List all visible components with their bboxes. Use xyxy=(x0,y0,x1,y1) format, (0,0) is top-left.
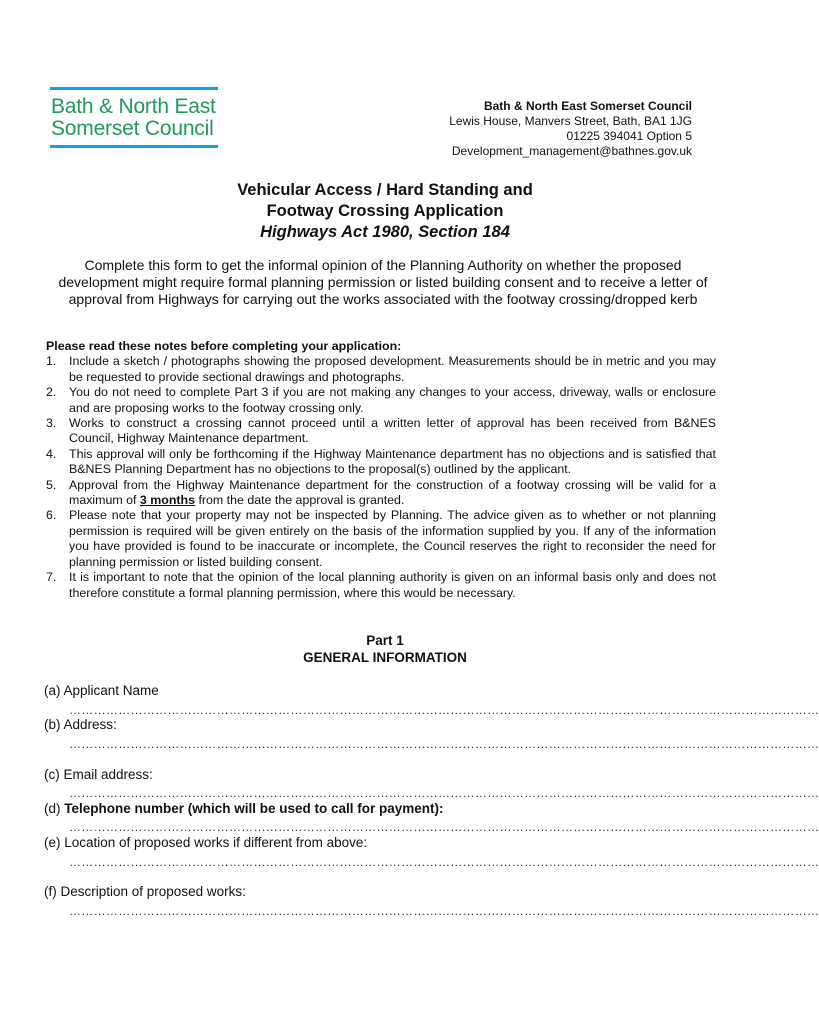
intro-paragraph: Complete this form to get the informal opinion of the Planning Authority on whether the proposed development might require formal planning permission or listed building consent and to receive a letter of approval from Highways for carrying out the works associated with the footway crossing/dropped kerb xyxy=(58,257,708,307)
address-street: Lewis House, Manvers Street, Bath, BA1 1JG xyxy=(449,114,692,128)
address-line[interactable]: ………………………………………………………………………………………………………………………………………………………………… xyxy=(69,737,819,751)
note-text: Works to construct a crossing cannot proceed until a written letter of approval has been received from B&NES Council, Highway Maintenance department. xyxy=(69,416,716,446)
part1-label: Part 1 xyxy=(366,633,404,648)
field-label: Address: xyxy=(63,717,117,732)
note-item xyxy=(46,570,716,601)
field-label: Description of proposed works: xyxy=(60,884,246,899)
notes-section xyxy=(46,339,716,601)
field-prefix: (d) xyxy=(44,801,65,816)
note-number: 5. xyxy=(46,477,57,492)
title-line-3: Highways Act 1980, Section 184 xyxy=(260,223,510,241)
note-text: This approval will only be forthcoming if the Highway Maintenance department has no objections and is satisfied that B&NES Planning Department has no objections to the proposal(s) outlined by the applicant. xyxy=(69,446,716,477)
field-description-label xyxy=(44,883,246,900)
logo-bottom-rule xyxy=(50,145,218,148)
field-address-label xyxy=(44,716,117,733)
field-telephone-label xyxy=(44,800,444,817)
note-item xyxy=(46,447,716,478)
logo-line-1: Bath & North East xyxy=(51,95,216,118)
logo-line-2: Somerset Council xyxy=(51,117,214,140)
part1-heading: GENERAL INFORMATION xyxy=(303,650,467,665)
title-line-2: Footway Crossing Application xyxy=(266,202,504,220)
form-title xyxy=(0,180,770,243)
note-text: It is important to note that the opinion of the local planning authority is given on an informal basis only and does not therefore constitute a formal planning permission, where this would be necessary. xyxy=(69,570,716,600)
note-number: 6. xyxy=(46,508,57,523)
address-phone: 01225 394041 Option 5 xyxy=(566,129,692,143)
note-text-after: from the date the approval is granted. xyxy=(195,493,405,508)
field-label: Telephone number (which will be used to call for payment): xyxy=(64,801,444,816)
note-number: 2. xyxy=(46,385,57,400)
field-prefix: (f) xyxy=(44,884,61,899)
field-location-label xyxy=(44,834,367,851)
council-logo xyxy=(50,87,218,148)
field-email-label xyxy=(44,766,153,783)
applicant-name-line[interactable]: ………………………………………………………………………………………………………………………………………………………………… xyxy=(69,703,819,717)
location-line[interactable]: ………………………………………………………………………………………………………………………………………………………………… xyxy=(69,855,819,869)
note-item xyxy=(46,354,716,385)
note-text-before: Approval from the Highway Maintenance department for the construction of a footway crossing will be valid for a maximum of xyxy=(69,477,716,508)
field-label: Location of proposed works if different from above: xyxy=(64,835,368,850)
field-prefix: (b) xyxy=(44,717,64,732)
note-item xyxy=(46,416,716,447)
note-number: 4. xyxy=(46,446,57,461)
field-label: Email address: xyxy=(63,767,153,782)
telephone-line[interactable]: ………………………………………………………………………………………………………………………………………………………………… xyxy=(69,820,819,834)
note-number: 7. xyxy=(46,570,57,585)
notes-heading: Please read these notes before completing your application: xyxy=(46,339,402,353)
title-line-1: Vehicular Access / Hard Standing and xyxy=(237,181,533,199)
logo-wordmark xyxy=(50,90,218,145)
email-line[interactable]: ………………………………………………………………………………………………………………………………………………………………… xyxy=(69,786,819,800)
notes-list xyxy=(46,354,716,601)
note-number: 3. xyxy=(46,416,57,431)
note-item xyxy=(46,385,716,416)
council-address xyxy=(449,99,692,159)
field-label: Applicant Name xyxy=(63,683,159,698)
field-applicant-name-label xyxy=(44,682,159,699)
note-number: 1. xyxy=(46,354,57,369)
note-emphasis: 3 months xyxy=(139,493,195,508)
note-text: Include a sketch / photographs showing the proposed development. Measurements should be in metric and you may be requested to provide sectional drawings and photographs. xyxy=(69,354,716,384)
note-text: Please note that your property may not be inspected by Planning. The advice given as to whether or not planning permission is required will be given entirely on the basis of the information supplied by you. If any of the information you have provided is found to be inaccurate or incomplete, the Council reserves the right to reconsider the need for planning permission or listed building consent. xyxy=(69,508,716,569)
note-text: You do not need to complete Part 3 if you are not making any changes to your access, driveway, walls or enclosure and are proposing works to the footway crossing only. xyxy=(69,385,716,415)
address-org: Bath & North East Somerset Council xyxy=(483,99,692,113)
address-email: Development_management@bathnes.gov.uk xyxy=(451,144,692,158)
field-prefix: (c) xyxy=(44,767,64,782)
field-prefix: (a) xyxy=(44,683,64,698)
note-item xyxy=(46,478,716,509)
note-item xyxy=(46,508,716,570)
field-prefix: (e) xyxy=(44,835,65,850)
description-line[interactable]: ………………………………………………………………………………………………………………………………………………………………… xyxy=(69,904,819,918)
part1-header xyxy=(0,632,770,666)
